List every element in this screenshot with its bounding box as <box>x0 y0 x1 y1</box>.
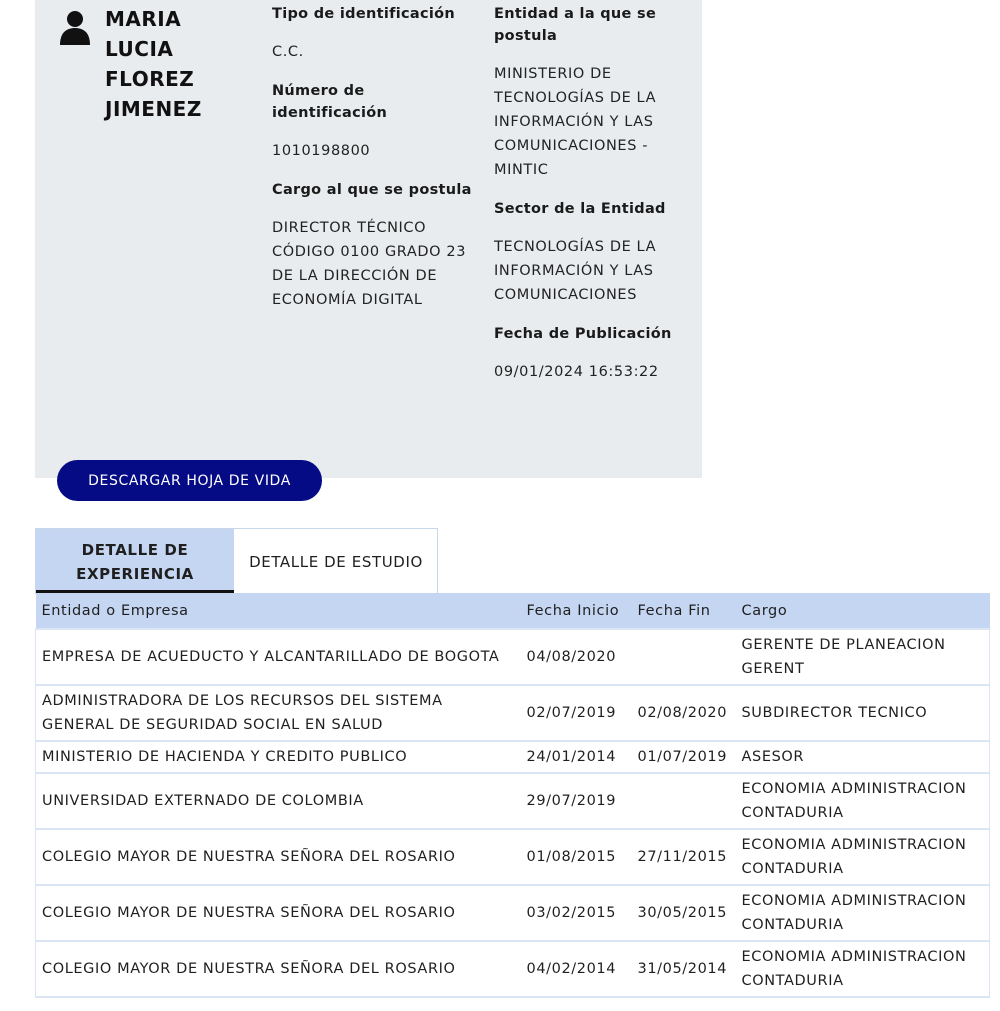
header-entity: Entidad o Empresa <box>41 602 189 619</box>
name-line: LUCIA <box>105 37 174 61</box>
tab-experience-detail[interactable]: DETALLE DE EXPERIENCIA <box>36 529 234 594</box>
cell-start-date: 29/07/2019 <box>521 773 632 829</box>
entity-label: Entidad a la que se postula <box>494 6 657 44</box>
id-number-value: 1010198800 <box>272 143 371 159</box>
table-row <box>36 741 990 773</box>
cell-position: ECONOMIA ADMINISTRACION CONTADURIA <box>736 829 990 885</box>
tab-study-detail[interactable]: DETALLE DE ESTUDIO <box>235 529 437 594</box>
header-start-date: Fecha Inicio <box>526 602 620 619</box>
cell-start-date: 04/08/2020 <box>521 629 632 685</box>
position-label: Cargo al que se postula <box>272 182 472 198</box>
table-row <box>36 629 990 685</box>
table-row <box>36 885 990 941</box>
candidate-name <box>105 4 245 124</box>
cell-entity: MINISTERIO DE HACIENDA Y CREDITO PUBLICO <box>36 741 521 773</box>
cell-start-date: 01/08/2015 <box>521 829 632 885</box>
cell-end-date <box>632 773 736 829</box>
cell-end-date <box>632 629 736 685</box>
cell-start-date: 04/02/2014 <box>521 941 632 997</box>
table-header <box>36 593 990 629</box>
cell-entity: COLEGIO MAYOR DE NUESTRA SEÑORA DEL ROSARIO <box>36 829 521 885</box>
id-number-label: Número de identificación <box>272 83 388 121</box>
table-row <box>36 829 990 885</box>
cell-end-date: 27/11/2015 <box>632 829 736 885</box>
table-row <box>36 685 990 741</box>
header-end-date: Fecha Fin <box>637 602 711 619</box>
cell-end-date: 01/07/2019 <box>632 741 736 773</box>
table-row <box>36 773 990 829</box>
identification-column <box>272 3 472 312</box>
cell-end-date: 02/08/2020 <box>632 685 736 741</box>
cell-start-date: 24/01/2014 <box>521 741 632 773</box>
cell-end-date: 30/05/2015 <box>632 885 736 941</box>
cell-entity: COLEGIO MAYOR DE NUESTRA SEÑORA DEL ROSARIO <box>36 941 521 997</box>
download-cv-button[interactable]: DESCARGAR HOJA DE VIDA <box>57 460 322 501</box>
cell-entity: UNIVERSIDAD EXTERNADO DE COLOMBIA <box>36 773 521 829</box>
sector-label: Sector de la Entidad <box>494 201 666 217</box>
id-type-value: C.C. <box>272 44 304 60</box>
cell-position: ECONOMIA ADMINISTRACION CONTADURIA <box>736 885 990 941</box>
cell-start-date: 02/07/2019 <box>521 685 632 741</box>
name-line: MARIA <box>105 7 182 31</box>
experience-table <box>35 593 990 998</box>
header-position: Cargo <box>741 602 788 619</box>
entity-column <box>494 3 684 384</box>
cell-end-date: 31/05/2014 <box>632 941 736 997</box>
cell-entity: COLEGIO MAYOR DE NUESTRA SEÑORA DEL ROSARIO <box>36 885 521 941</box>
publication-date-value: 09/01/2024 16:53:22 <box>494 364 659 380</box>
cell-position: ECONOMIA ADMINISTRACION CONTADURIA <box>736 773 990 829</box>
name-line: FLOREZ <box>105 67 195 91</box>
detail-tabs <box>35 528 438 594</box>
cell-position: ASESOR <box>736 741 990 773</box>
cell-position: GERENTE DE PLANEACION GERENT <box>736 629 990 685</box>
cell-start-date: 03/02/2015 <box>521 885 632 941</box>
name-line: JIMENEZ <box>105 97 202 121</box>
user-icon <box>59 10 91 46</box>
cell-position: SUBDIRECTOR TECNICO <box>736 685 990 741</box>
position-value: DIRECTOR TÉCNICO CÓDIGO 0100 GRADO 23 DE LA DIRECCIÓN DE ECONOMÍA DIGITAL <box>272 220 467 308</box>
entity-value: MINISTERIO DE TECNOLOGÍAS DE LA INFORMACIÓN Y LAS COMUNICACIONES - MINTIC <box>494 66 657 178</box>
publication-date-label: Fecha de Publicación <box>494 326 672 342</box>
cell-entity: EMPRESA DE ACUEDUCTO Y ALCANTARILLADO DE BOGOTA <box>36 629 521 685</box>
cell-entity: ADMINISTRADORA DE LOS RECURSOS DEL SISTEMA GENERAL DE SEGURIDAD SOCIAL EN SALUD <box>36 685 521 741</box>
sector-value: TECNOLOGÍAS DE LA INFORMACIÓN Y LAS COMUNICACIONES <box>494 239 657 303</box>
table-row <box>36 941 990 997</box>
id-type-label: Tipo de identificación <box>272 6 456 22</box>
cell-position: ECONOMIA ADMINISTRACION CONTADURIA <box>736 941 990 997</box>
